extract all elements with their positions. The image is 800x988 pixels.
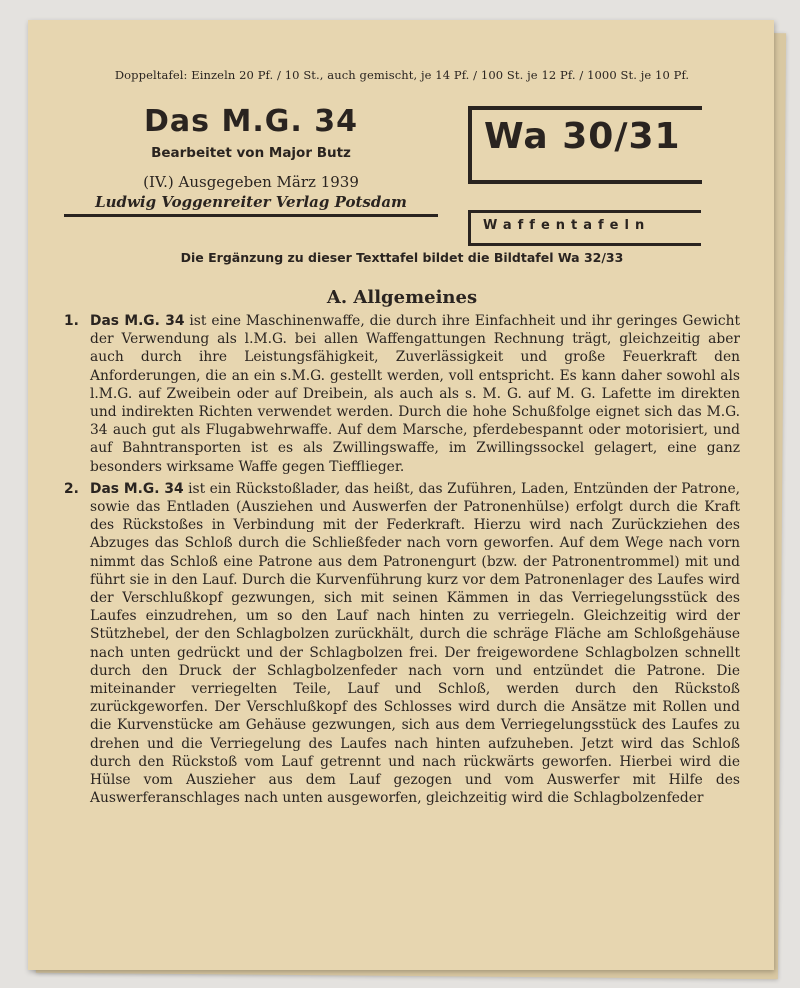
code-box xyxy=(468,106,702,184)
paragraph-lead: Das M.G. 34 xyxy=(90,313,185,329)
author-line: Bearbeitet von Major Butz xyxy=(151,145,351,161)
document-page xyxy=(28,20,774,970)
paragraph-2 xyxy=(64,480,740,808)
price-line: Doppeltafel: Einzeln 20 Pf. / 10 St., auch gemischt, je 14 Pf. / 100 St. je 12 Pf. / 1000 St. je 10 Pf. xyxy=(114,68,690,82)
table-code: Wa 30/31 xyxy=(484,116,681,157)
paragraph-number: 1. xyxy=(64,313,79,329)
paragraph-body: ist ein Rückstoßlader, das heißt, das Zuführen, Laden, Entzünden der Patrone, sowie das Entladen (Ausziehen und Auswerfen der Patronenhülse) erfolgt durch die Kraft des Rückstoßes in Verbindung mit der Federkraft. Hierzu wird nach Zurückziehen des Abzuges das Schloß durch die Schließfeder nach vorn geworfen. Auf dem Wege nach vorn nimmt das Schloß eine Patrone aus dem Patronengurt (bzw. der Patronentrommel) mit und führt sie in den Lauf. Durch die Kurvenführung kurz vor dem Patronenlager des Laufes wird der Verschlußkopf gezwungen, sich mit seinen Kämmen in das Verriegelungsstück des Laufes einzudrehen, um so den Lauf nach hinten zu verriegeln. Gleichzeitig wird der Stützhebel, der den Schlagbolzen zurückhält, durch die schräge Fläche am Schloßgehäuse nach unten gedrückt und der Schlagbolzen frei. Der freigewordene Schlagbolzen schnellt durch den Druck der Schlagbolzenfeder nach vorn und entzündet die Patrone. Die miteinander verriegelten Teile, Lauf und Schloß, werden durch den Rückstoß zurückgeworfen. Der Verschlußkopf des Schlosses wird durch die Ansätze mit Rollen und die Kurvenstücke am Gehäuse gezwungen, sich aus dem Verriegelungsstück des Laufes zu drehen und die Verriegelung des Laufes nach hinten aufzuheben. Jetzt wird das Schloß durch den Rückstoß vom Lauf getrennt und nach rückwärts geworfen. Hierbei wird die Hülse vom Auszieher aus dem Lauf gezogen und vom Auswerfer mit Hilfe des Auswerferanschlages nach unten ausgeworfen, gleichzeitig wird die Schlagbolzenfeder xyxy=(90,480,741,807)
edition-line: (IV.) Ausgegeben März 1939 xyxy=(143,173,359,191)
paragraph-1 xyxy=(64,312,740,476)
section-title: A. Allgemeines xyxy=(326,287,478,308)
title-block xyxy=(64,88,438,217)
header-rule xyxy=(64,214,438,217)
series-label: Waffentafeln xyxy=(483,218,651,233)
publisher-line: Ludwig Voggenreiter Verlag Potsdam xyxy=(95,193,407,211)
paragraph-text xyxy=(90,480,740,808)
paragraph-text xyxy=(90,312,740,476)
paragraph-body: ist eine Maschinenwaffe, die durch ihre Einfachheit und ihr geringes Gewicht der Verwendung als l.M.G. bei allen Waffengattungen Rechnung trägt, gleichzeitig aber auch durch ihre Leistungsfähigkeit, Zuverlässigkeit und große Feuerkraft den Anforderungen, die an ein s.M.G. gestellt werden, voll entspricht. Es kann daher sowohl als l.M.G. auf Zweibein oder auf Dreibein, als auch als s. M. G. auf M. G. Lafette im direkten und indirekten Richten verwendet werden. Durch die hohe Schußfolge eignet sich das M.G. 34 auch gut als Flugabwehrwaffe. Auf dem Marsche, pferdebespannt oder motorisiert, und auf Bahntransporten ist es als Zwillingswaffe, im Zwillingssockel gelagert, eine ganz besonders wirksame Waffe gegen Tiefflieger. xyxy=(90,313,740,475)
paragraph-number: 2. xyxy=(64,480,79,497)
supplement-note: Die Ergänzung zu dieser Texttafel bildet die Bildtafel Wa 32/33 xyxy=(180,250,624,265)
header-block xyxy=(64,82,740,232)
paragraph-lead: Das M.G. 34 xyxy=(90,480,184,497)
series-box xyxy=(468,210,701,246)
document-title: Das M.G. 34 xyxy=(144,104,358,139)
